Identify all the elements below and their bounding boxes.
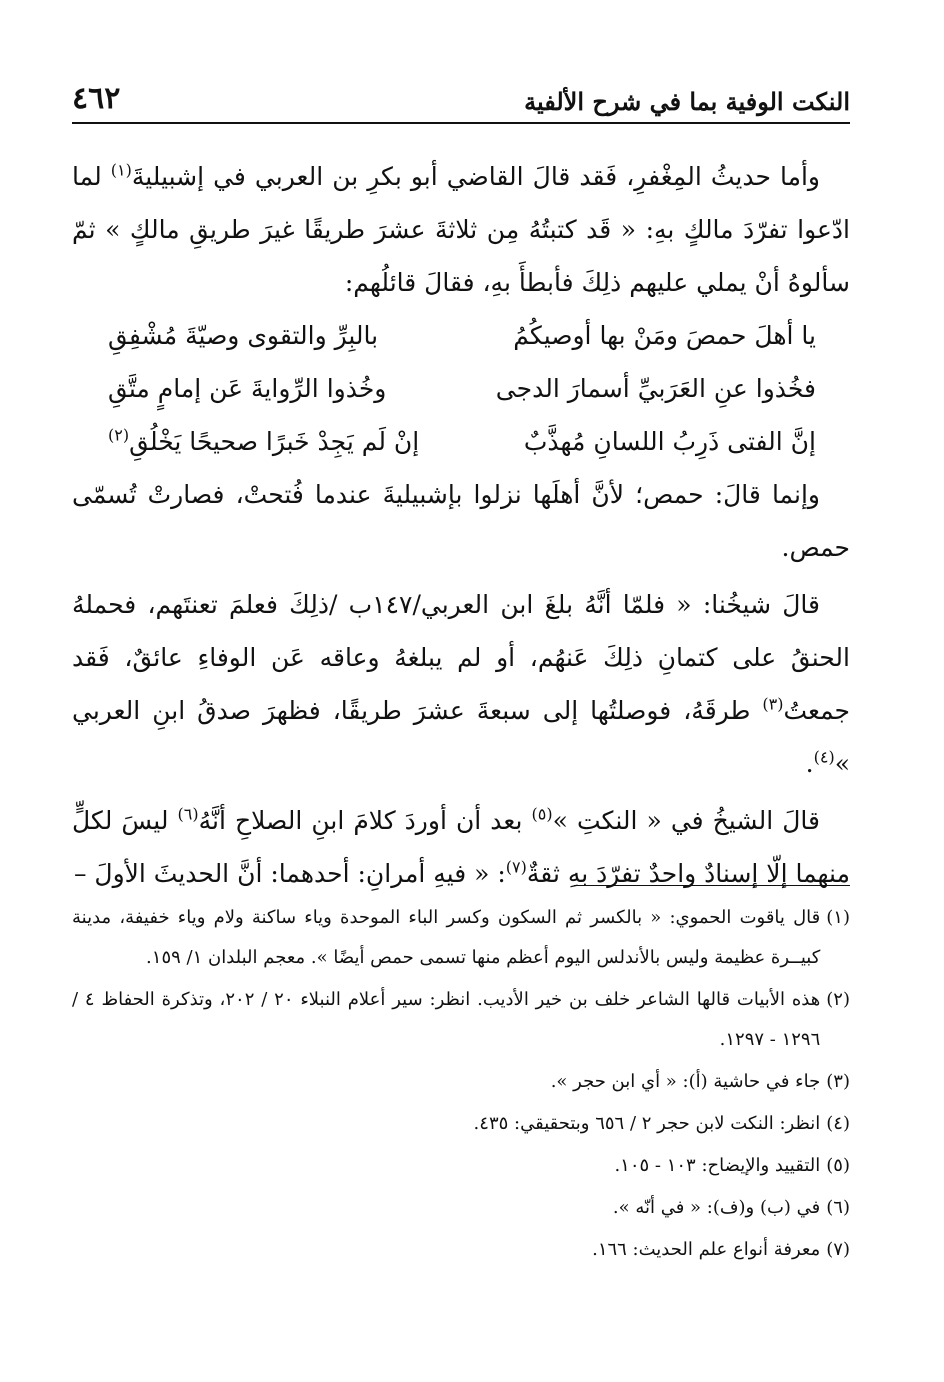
running-title: النكت الوفية بما في شرح الألفية (524, 87, 850, 116)
verse-hemistich-second (108, 415, 419, 468)
verse-hemistich-first: إنَّ الفتى ذَرِبُ اللسانِ مُهذَّبٌ (523, 427, 816, 456)
footnote-ref[interactable]: (٣) (762, 694, 784, 714)
footnote-ref[interactable]: (٢) (108, 425, 130, 445)
footnote-ref[interactable]: (٦) (177, 804, 199, 824)
footnote-number: (٧) (826, 1239, 850, 1260)
footnote-ref[interactable]: (١) (110, 160, 132, 180)
verse-line (108, 415, 816, 468)
paragraph-text: طرقَهُ، فوصلتُها إلى سبعةَ عشرَ طريقًا، فظهرَ صدقُ ابنِ العربي » (72, 696, 850, 778)
verse-hemistich-second: بالبِرِّ والتقوى وصيّةَ مُشْفِقِ (108, 321, 379, 350)
footnote-item (72, 1104, 850, 1144)
paragraph-text: قالَ شيخُنا: « فلمّا أنَّهُ بلغَ ابن العربي/١٤٧ب /ذلِكَ فعلمَ تعنتَهم، فحملهُ الحنقُ على كتمانِ ذلِكَ عَنهُم، أو لم يبلغهُ وعاقه عَن الوفاءِ عائقٌ، فَقد جمعتُ (72, 590, 850, 725)
footnote-item (72, 898, 850, 978)
verse-hemistich-second: وخُذوا الرِّوايةَ عَن إمامٍ متَّقِ (108, 374, 387, 403)
footnote-number: (٥) (826, 1155, 850, 1176)
verse-line (108, 309, 816, 362)
footnote-text: معرفة أنواع علم الحديث: ١٦٦. (592, 1239, 821, 1260)
footnote-text: هذه الأبيات قالها الشاعر خلف بن خير الأديب. انظر: سير أعلام النبلاء ٢٠ / ٢٠٢، وتذكرة الحفاظ ٤ / ١٢٩٦ - ١٢٩٧. (72, 989, 821, 1050)
footnote-text: قال ياقوت الحموي: « بالكسر ثم السكون وكسر الباء الموحدة وياء ساكنة ولام وياء خفيفة، مدينة كبيــرة عظيمة وليس بالأندلس اليوم أعظم منها تسمى حمص أيضًا ». معجم البلدان ١/ ١٥٩. (72, 907, 821, 968)
paragraph-text: . (805, 749, 814, 778)
footnote-ref[interactable]: (٧) (505, 857, 527, 877)
paragraph-text: قالَ الشيخُ في « النكتِ » (552, 806, 821, 835)
page-number: ٤٦٢ (72, 81, 121, 116)
verse-hemistich-first: يا أهلَ حمصَ ومَنْ بها أوصيكُمُ (513, 321, 816, 350)
footnote-number: (٣) (826, 1071, 850, 1092)
paragraph-text: وأما حديثُ المِغْفرِ، فَقد قالَ القاضي أبو بكرِ بن العربي في إشبيليةَ (131, 162, 821, 191)
footnote-ref[interactable]: (٥) (531, 804, 553, 824)
paragraph-1 (72, 150, 850, 309)
footnote-item (72, 1146, 850, 1186)
footnotes (72, 898, 850, 1272)
paragraph-text: ليسَ لكلٍّ منهما إلّا إسنادٌ واحدٌ تفرّدَ بهِ ثقةٌ (72, 806, 850, 888)
footnote-number: (٦) (826, 1197, 850, 1218)
header-rule (72, 122, 850, 124)
footnote-separator (574, 885, 850, 886)
paragraph-text: لما ادّعوا تفرّدَ مالكٍ بهِ: « قَد كتبتُهُ مِن ثلاثةَ عشرَ طريقًا غيرَ طريقِ مالكٍ » ثمّ سألوهُ أنْ يملي عليهم ذلِكَ فأبطأَ بهِ، فقالَ قائلُهم: (72, 162, 850, 297)
main-text (72, 150, 850, 900)
footnote-item (72, 1062, 850, 1102)
page-header (72, 74, 850, 114)
verse-hemistich-first: فخُذوا عنِ العَرَبيِّ أسمارَ الدجى (495, 374, 816, 403)
footnote-number: (٤) (826, 1113, 850, 1134)
footnote-text: في (ب) و(ف): « في أنّه ». (612, 1197, 821, 1218)
footnote-ref[interactable]: (٤) (813, 747, 835, 767)
footnote-text: انظر: النكت لابن حجر ٢ / ٦٥٦ وبتحقيقي: ٤٣٥. (473, 1113, 821, 1134)
paragraph-3 (72, 578, 850, 790)
paragraph-text: : « فيهِ أمرانِ: أحدهما: أنَّ الحديثَ الأولَ – (73, 859, 506, 888)
footnote-item (72, 980, 850, 1060)
footnote-text: التقييد والإيضاح: ١٠٣ - ١٠٥. (614, 1155, 821, 1176)
footnote-item (72, 1230, 850, 1270)
footnote-number: (٢) (826, 989, 850, 1010)
verse-line (108, 362, 816, 415)
footnote-number: (١) (826, 907, 850, 928)
footnote-text: جاء في حاشية (أ): « أي ابن حجر ». (550, 1071, 821, 1092)
verse-text: إنْ لَم يَجِدْ خَبرًا صحيحًا يَخْلُقِ (129, 427, 420, 456)
paragraph-2: وإنما قالَ: حمص؛ لأنَّ أهلَها نزلوا بإشبيليةَ عندما فُتحتْ، فصارتْ تُسمّى حمص. (72, 480, 850, 562)
paragraph-text: بعد أن أوردَ كلامَ ابنِ الصلاحِ أنَّهُ (198, 806, 532, 835)
footnote-item (72, 1188, 850, 1228)
